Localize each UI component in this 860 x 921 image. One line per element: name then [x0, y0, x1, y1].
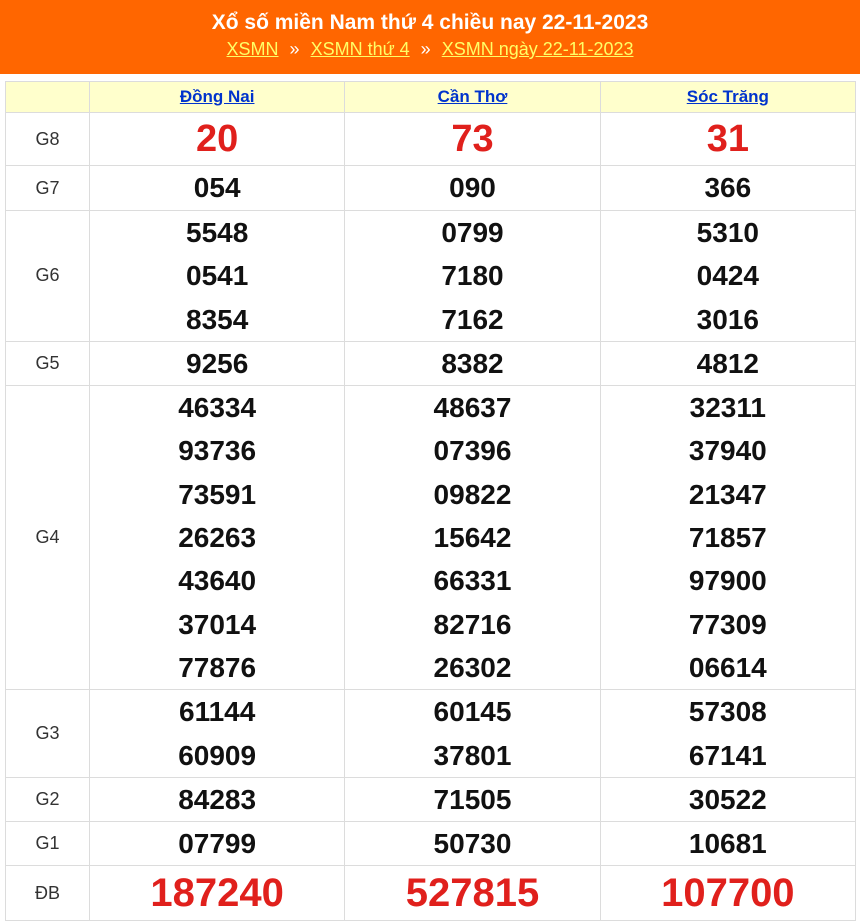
result-number: 37801 — [433, 739, 512, 771]
province-header — [600, 82, 855, 113]
result-number: 82716 — [433, 608, 512, 640]
result-number: 71857 — [688, 522, 767, 554]
result-number: 8382 — [441, 347, 504, 379]
prize-row — [6, 777, 856, 821]
result-cell — [345, 166, 600, 211]
result-number: 32311 — [689, 392, 766, 424]
result-number: 97900 — [688, 565, 767, 597]
breadcrumb-xsmn-thu-4[interactable]: XSMN thứ 4 — [310, 39, 410, 59]
province-header-row — [6, 82, 856, 113]
result-number: 15642 — [433, 522, 512, 554]
result-cell — [90, 341, 345, 385]
result-number: 71505 — [433, 783, 512, 815]
prize-label: G2 — [6, 777, 90, 821]
result-number: 46334 — [178, 392, 257, 424]
result-number: 07396 — [433, 435, 512, 467]
result-cell — [600, 866, 855, 921]
province-link-can-tho[interactable]: Cần Thơ — [437, 87, 508, 106]
result-cell — [90, 822, 345, 866]
result-number: 31 — [706, 118, 749, 160]
prize-label: G7 — [6, 166, 90, 211]
result-number: 3016 — [696, 303, 759, 335]
prize-label: G6 — [6, 211, 90, 342]
result-cell — [600, 166, 855, 211]
result-number: 93736 — [178, 435, 257, 467]
result-cell — [600, 113, 855, 166]
breadcrumb-separator: » — [420, 39, 431, 59]
result-number: 366 — [704, 172, 752, 203]
result-cell — [600, 690, 855, 778]
result-cell — [345, 822, 600, 866]
province-link-dong-nai[interactable]: Đồng Nai — [179, 87, 255, 106]
prize-label: ĐB — [6, 866, 90, 921]
result-number: 60145 — [433, 696, 512, 728]
result-cell — [600, 341, 855, 385]
prize-row — [6, 341, 856, 385]
result-cell — [600, 777, 855, 821]
result-number: 5310 — [696, 217, 759, 248]
result-number: 7180 — [441, 260, 504, 292]
result-cell — [345, 211, 600, 342]
result-number: 0424 — [696, 260, 759, 292]
result-number: 21347 — [688, 478, 767, 510]
result-cell — [90, 113, 345, 166]
result-number: 50730 — [433, 828, 512, 860]
prize-row — [6, 211, 856, 342]
result-number: 84283 — [178, 783, 257, 815]
result-cell — [90, 777, 345, 821]
result-number: 527815 — [405, 871, 540, 916]
breadcrumb-xsmn-date[interactable]: XSMN ngày 22-11-2023 — [441, 39, 634, 59]
prize-label: G3 — [6, 690, 90, 778]
province-header — [90, 82, 345, 113]
prize-row — [6, 866, 856, 921]
prize-row — [6, 113, 856, 166]
result-cell — [345, 777, 600, 821]
result-number: 09822 — [433, 478, 512, 510]
result-cell — [345, 866, 600, 921]
result-cell — [90, 690, 345, 778]
result-number: 77876 — [178, 651, 257, 683]
result-cell — [90, 866, 345, 921]
prize-label: G8 — [6, 113, 90, 166]
result-number: 107700 — [661, 871, 795, 916]
result-number: 60909 — [178, 739, 257, 771]
result-cell — [90, 386, 345, 690]
result-number: 66331 — [433, 565, 512, 597]
result-number: 054 — [193, 172, 241, 203]
page-header — [0, 0, 860, 74]
result-cell — [600, 211, 855, 342]
result-number: 8354 — [186, 303, 249, 335]
result-number: 7162 — [441, 303, 504, 335]
results-table — [5, 81, 856, 921]
result-number: 0541 — [186, 260, 249, 292]
result-cell — [345, 341, 600, 385]
prize-row — [6, 690, 856, 778]
result-number: 61144 — [179, 696, 256, 728]
result-number: 5548 — [186, 217, 249, 248]
prize-row — [6, 822, 856, 866]
result-number: 67141 — [688, 739, 767, 771]
province-header — [345, 82, 600, 113]
prize-row — [6, 166, 856, 211]
result-number: 57308 — [688, 696, 767, 728]
breadcrumb-xsmn[interactable]: XSMN — [226, 39, 279, 59]
result-cell — [345, 690, 600, 778]
result-number: 73591 — [178, 478, 257, 510]
result-number: 43640 — [178, 565, 257, 597]
result-cell — [90, 166, 345, 211]
result-number: 37940 — [688, 435, 767, 467]
result-cell — [345, 386, 600, 690]
result-cell — [90, 211, 345, 342]
result-number: 0799 — [441, 217, 504, 248]
breadcrumb — [0, 37, 860, 61]
result-number: 77309 — [688, 608, 767, 640]
result-number: 48637 — [433, 392, 512, 424]
prize-row — [6, 386, 856, 690]
result-cell — [600, 822, 855, 866]
result-cell — [345, 113, 600, 166]
result-number: 30522 — [688, 783, 767, 815]
result-number: 06614 — [688, 651, 767, 683]
result-number: 4812 — [696, 347, 759, 379]
result-number: 20 — [196, 118, 239, 160]
page-title: Xổ số miền Nam thứ 4 chiều nay 22-11-2023 — [211, 11, 649, 34]
result-number: 26302 — [433, 651, 512, 683]
empty-header-cell — [6, 82, 90, 113]
breadcrumb-separator: » — [289, 39, 300, 59]
result-cell — [600, 386, 855, 690]
result-number: 9256 — [186, 347, 249, 379]
prize-label: G1 — [6, 822, 90, 866]
result-number: 26263 — [178, 522, 257, 554]
result-number: 37014 — [178, 608, 257, 640]
prize-label: G5 — [6, 341, 90, 385]
province-link-soc-trang[interactable]: Sóc Trăng — [686, 87, 769, 106]
result-number: 090 — [449, 172, 496, 203]
result-number: 187240 — [150, 871, 284, 916]
result-number: 73 — [451, 118, 494, 160]
prize-label: G4 — [6, 386, 90, 690]
result-number: 07799 — [178, 828, 257, 860]
result-number: 10681 — [688, 828, 767, 860]
